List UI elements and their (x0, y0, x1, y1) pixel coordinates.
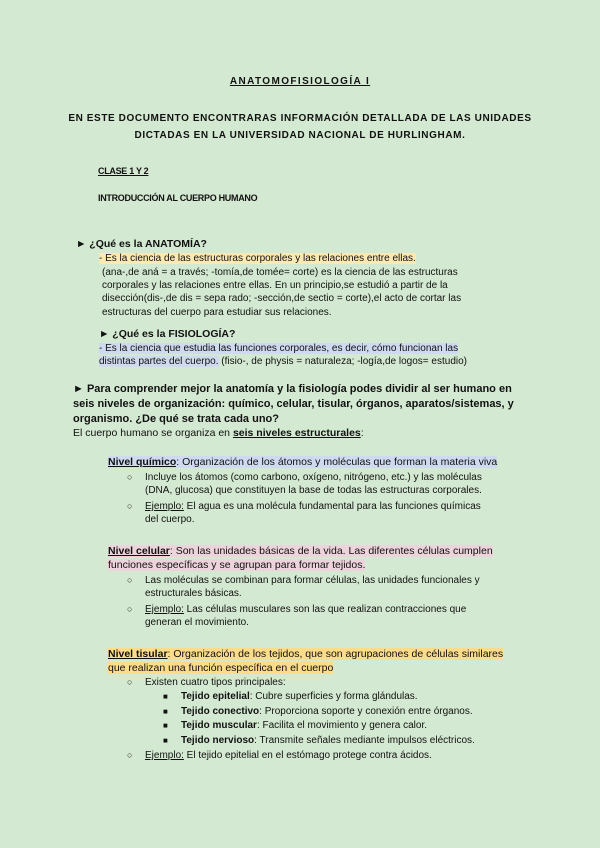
nivel-celular-label: Nivel celular (108, 545, 170, 557)
intro-line-1: EN ESTE DOCUMENTO ENCONTRARAS INFORMACIÓN DETALLADA DE LAS UNIDADES (68, 113, 532, 124)
anatomia-line-1: (ana-,de aná = a través; -tomía,de tomée= corte) es la ciencia de las estructuras (102, 267, 458, 278)
niveles-line-1: ► Para comprender mejor la anatomía y la fisiología podes dividir al ser humano en (73, 383, 512, 395)
fisiologia-line-1: - Es la ciencia que estudia las funciones corporales, es decir, cómo funcionan las (99, 343, 459, 354)
nivel-quimico-b1-line-2: (DNA, glucosa) que constituyen la base de todas las estructuras corporales. (145, 485, 482, 497)
nivel-tisular-def-2: que realizan una función específica en el cuerpo (108, 662, 334, 674)
tejido-desc: : Proporciona soporte y conexión entre órganos. (259, 706, 473, 717)
nivel-celular-ej-line-2: generan el movimiento. (145, 617, 249, 629)
fisiologia-line-2a: distintas partes del cuerpo. (99, 356, 219, 368)
tejido-name: Tejido nervioso (181, 735, 255, 746)
nivel-tisular-heading (108, 647, 503, 675)
niveles-statement-post: : (360, 427, 364, 439)
anatomia-body (102, 266, 522, 319)
nivel-celular-ej-label: Ejemplo: (145, 604, 184, 615)
nivel-tisular-def-1: : Organización de los tejidos, que son agrupaciones de células similares (167, 648, 504, 660)
tejido-muscular-item (181, 719, 427, 732)
intro-line-2: DICTADAS EN LA UNIVERSIDAD NACIONAL DE HURLINGHAM. (134, 130, 466, 141)
tejido-conectivo-item (181, 705, 473, 718)
anatomia-question: ► ¿Qué es la ANATOMÍA? (76, 238, 207, 250)
circle-bullet-icon: ○ (127, 677, 133, 687)
nivel-tisular-ej-label: Ejemplo: (145, 750, 184, 761)
niveles-line-3: organismo. ¿De qué se trata cada uno? (73, 413, 279, 425)
circle-bullet-icon: ○ (127, 575, 133, 585)
square-bullet-icon: ■ (163, 707, 168, 716)
nivel-celular-b1 (145, 574, 480, 600)
circle-bullet-icon: ○ (127, 472, 133, 482)
nivel-tisular-ej-text: El tejido epitelial en el estómago protege contra ácidos. (183, 750, 432, 761)
nivel-celular-def-2: funciones específicas y se agrupan para formar tejidos. (108, 559, 366, 571)
tejido-desc: : Facilita el movimiento y genera calor. (256, 720, 428, 731)
nivel-tisular-ejemplo (145, 749, 432, 762)
tejido-name: Tejido muscular (181, 720, 257, 731)
nivel-quimico-b1 (145, 471, 482, 497)
tejido-name: Tejido conectivo (181, 706, 260, 717)
circle-bullet-icon: ○ (127, 750, 133, 760)
nivel-quimico-ej-line-1: El agua es una molécula fundamental para las funciones químicas (183, 501, 481, 512)
nivel-celular-b1-line-1: Las moléculas se combinan para formar células, las unidades funcionales y (145, 575, 480, 586)
anatomia-line-4: estructuras del cuerpo para estudiar sus relaciones. (102, 306, 332, 318)
fisiologia-line-2b: (fisio-, de physis = naturaleza; -logía,de logos= estudio) (218, 356, 467, 368)
nivel-quimico-label: Nivel químico (108, 456, 177, 468)
niveles-line-2: seis niveles de organización: químico, celular, tisular, órganos, aparatos/sistemas, y (73, 398, 514, 410)
document-title: ANATOMOFISIOLOGÍA I (229, 76, 371, 87)
niveles-statement-pre: El cuerpo humano se organiza en (73, 427, 233, 439)
intro-paragraph (60, 110, 540, 144)
tejido-nervioso-item (181, 734, 475, 747)
fisiologia-body (99, 342, 519, 368)
nivel-tisular-b1: Existen cuatro tipos principales: (145, 677, 286, 688)
tejido-epitelial-item (181, 690, 418, 703)
nivel-quimico-def: : Organización de los átomos y moléculas que forman la materia viva (176, 456, 498, 468)
nivel-celular-ej-line-1: Las células musculares son las que realizan contracciones que (183, 604, 467, 615)
circle-bullet-icon: ○ (127, 501, 133, 511)
nivel-quimico-ejemplo (145, 500, 481, 526)
anatomia-definition: - Es la ciencia de las estructuras corporales y las relaciones entre ellas. (99, 253, 416, 264)
circle-bullet-icon: ○ (127, 604, 133, 614)
niveles-question (73, 382, 543, 427)
tejido-name: Tejido epitelial (181, 691, 250, 702)
nivel-tisular-label: Nivel tisular (108, 648, 168, 660)
nivel-celular-heading (108, 544, 493, 572)
square-bullet-icon: ■ (163, 721, 168, 730)
anatomia-line-3: disección(dis-,de dis = sepa rado; -sección,de sectio = corte),el acto de cortar las (102, 293, 462, 305)
nivel-celular-def-1: : Son las unidades básicas de la vida. Las diferentes células cumplen (169, 545, 493, 557)
intro-heading: INTRODUCCIÓN AL CUERPO HUMANO (98, 193, 258, 203)
tejido-desc: : Transmite señales mediante impulsos eléctricos. (254, 735, 475, 746)
tejido-desc: : Cubre superficies y forma glándulas. (249, 691, 418, 702)
nivel-quimico-b1-line-1: Incluye los átomos (como carbono, oxígeno, nitrógeno, etc.) y las moléculas (145, 472, 482, 483)
square-bullet-icon: ■ (163, 692, 168, 701)
niveles-statement-bold: seis niveles estructurales (232, 427, 361, 439)
nivel-celular-b1-line-2: estructurales básicas. (145, 588, 242, 600)
nivel-quimico-ej-line-2: del cuerpo. (145, 514, 195, 526)
class-label: CLASE 1 Y 2 (98, 166, 149, 176)
nivel-celular-ejemplo (145, 603, 466, 629)
anatomia-line-2: corporales y las relaciones entre ellas. En un principio,se estudió a partir de la (102, 280, 448, 292)
niveles-statement (73, 427, 364, 439)
fisiologia-question: ► ¿Qué es la FISIOLOGÍA? (99, 328, 236, 340)
nivel-quimico-heading (108, 456, 497, 469)
square-bullet-icon: ■ (163, 736, 168, 745)
nivel-quimico-ej-label: Ejemplo: (145, 501, 184, 512)
